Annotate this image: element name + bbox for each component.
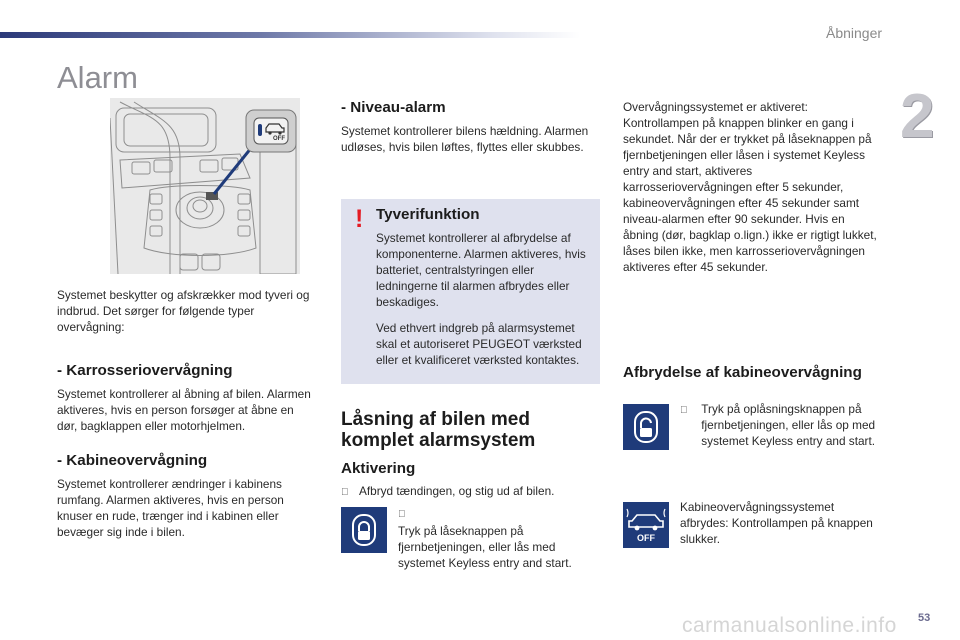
kabine-heading: - Kabineovervågning (57, 452, 208, 469)
tyveri-heading: Tyverifunktion (376, 206, 480, 223)
laasning-step-2-text: Tryk på låseknappen på fjernbetjeningen, eller lås med systemet Keyless entry and start. (398, 522, 572, 568)
laasning-heading: Låsning af bilen med komplet alarmsystem (341, 409, 536, 451)
lock-button-icon (341, 507, 387, 553)
afbrydelse-step-1-text: Tryk på oplåsningsknappen på fjernbetjeningen, eller lås op med systemet Keyless entry and start. (701, 402, 876, 448)
laasning-step-2 (398, 505, 603, 571)
watermark: carmanualsonline.info (682, 614, 897, 637)
activation-details-text: Overvågningssystemet er aktiveret: Kontrollampen på knappen blinker en gang i sekundet. Når der er trykket på låseknappen på fjernbetjeningen eller låsen i systemet Keyless entry and start, aktiveres karrosseriovervågningen efter 5 sekunder, kabineovervågningen efter 45 sekunder samt niveau-alarmen efter 90 sekunder. Hvis en åbning (dør, bagklap o.lign.) ikke er rigtigt lukket, låses bilen ikke, men karrosseriovervågningen aktiveres efter 45 sekunder. (623, 100, 877, 274)
console-illustration (110, 98, 300, 274)
page-number: 53 (918, 612, 931, 624)
afbrydelse-heading: Afbrydelse af kabineovervågning (623, 364, 862, 381)
afbrydelse-step-1 (680, 401, 885, 449)
section-name: Åbninger (826, 25, 883, 41)
car-off-icon (626, 507, 666, 543)
karrosseri-text: Systemet kontrollerer al åbning af bilen. Alarmen aktiveres, hvis en person forsøger at åbne en dør, bagklappen eller motorhjelmen. (57, 387, 311, 433)
bullet-icon (398, 507, 416, 523)
bullet-icon (341, 485, 359, 501)
afbrydelse-text: Kabineovervågningssystemet afbrydes: Kontrollampen på knappen slukker. (680, 500, 873, 546)
off-label: OFF (637, 533, 655, 543)
niveau-heading: - Niveau-alarm (341, 99, 446, 116)
karrosseri-heading: - Karrosseriovervågning (57, 362, 233, 379)
bullet-icon (680, 403, 698, 419)
header-bar (0, 32, 580, 38)
unlock-icon (631, 410, 661, 444)
niveau-text: Systemet kontrollerer bilens hældning. Alarmen udløses, hvis bilen løftes, flyttes eller skubbes. (341, 124, 589, 154)
off-label-small: OFF (273, 136, 285, 142)
console-drawing (110, 98, 300, 274)
lock-icon (349, 513, 379, 547)
page-title: Alarm (57, 60, 138, 95)
tyveri-text-1: Systemet kontrollerer al afbrydelse af komponenterne. Alarmen aktiveres, hvis batteriet, centralstyringen eller ledningerne til alarmen afbrydes eller beskadiges. (376, 231, 586, 309)
intro-text: Systemet beskytter og afskrækker mod tyveri og indbrud. Det sørger for følgende typer overvågning: (57, 288, 310, 334)
kabine-text: Systemet kontrollerer ændringer i kabinens rumfang. Alarmen aktiveres, hvis en person knuser en rude, trænger ind i kabinen eller bevæger sig inde i bilen. (57, 477, 284, 539)
laasning-step-1 (341, 483, 601, 501)
unlock-button-icon (623, 404, 669, 450)
alarm-button-callout (246, 110, 296, 152)
aktivering-heading: Aktivering (341, 460, 416, 477)
tyveri-text-2: Ved ethvert indgreb på alarmsystemet skal et autoriseret PEUGEOT værksted eller et kvalificeret værksted kontaktes. (376, 321, 582, 367)
warning-icon: ! (355, 205, 364, 233)
chapter-number: 2 (900, 82, 935, 151)
laasning-step-1-text: Afbryd tændingen, og stig ud af bilen. (359, 484, 555, 498)
alarm-off-button-icon (623, 502, 669, 548)
